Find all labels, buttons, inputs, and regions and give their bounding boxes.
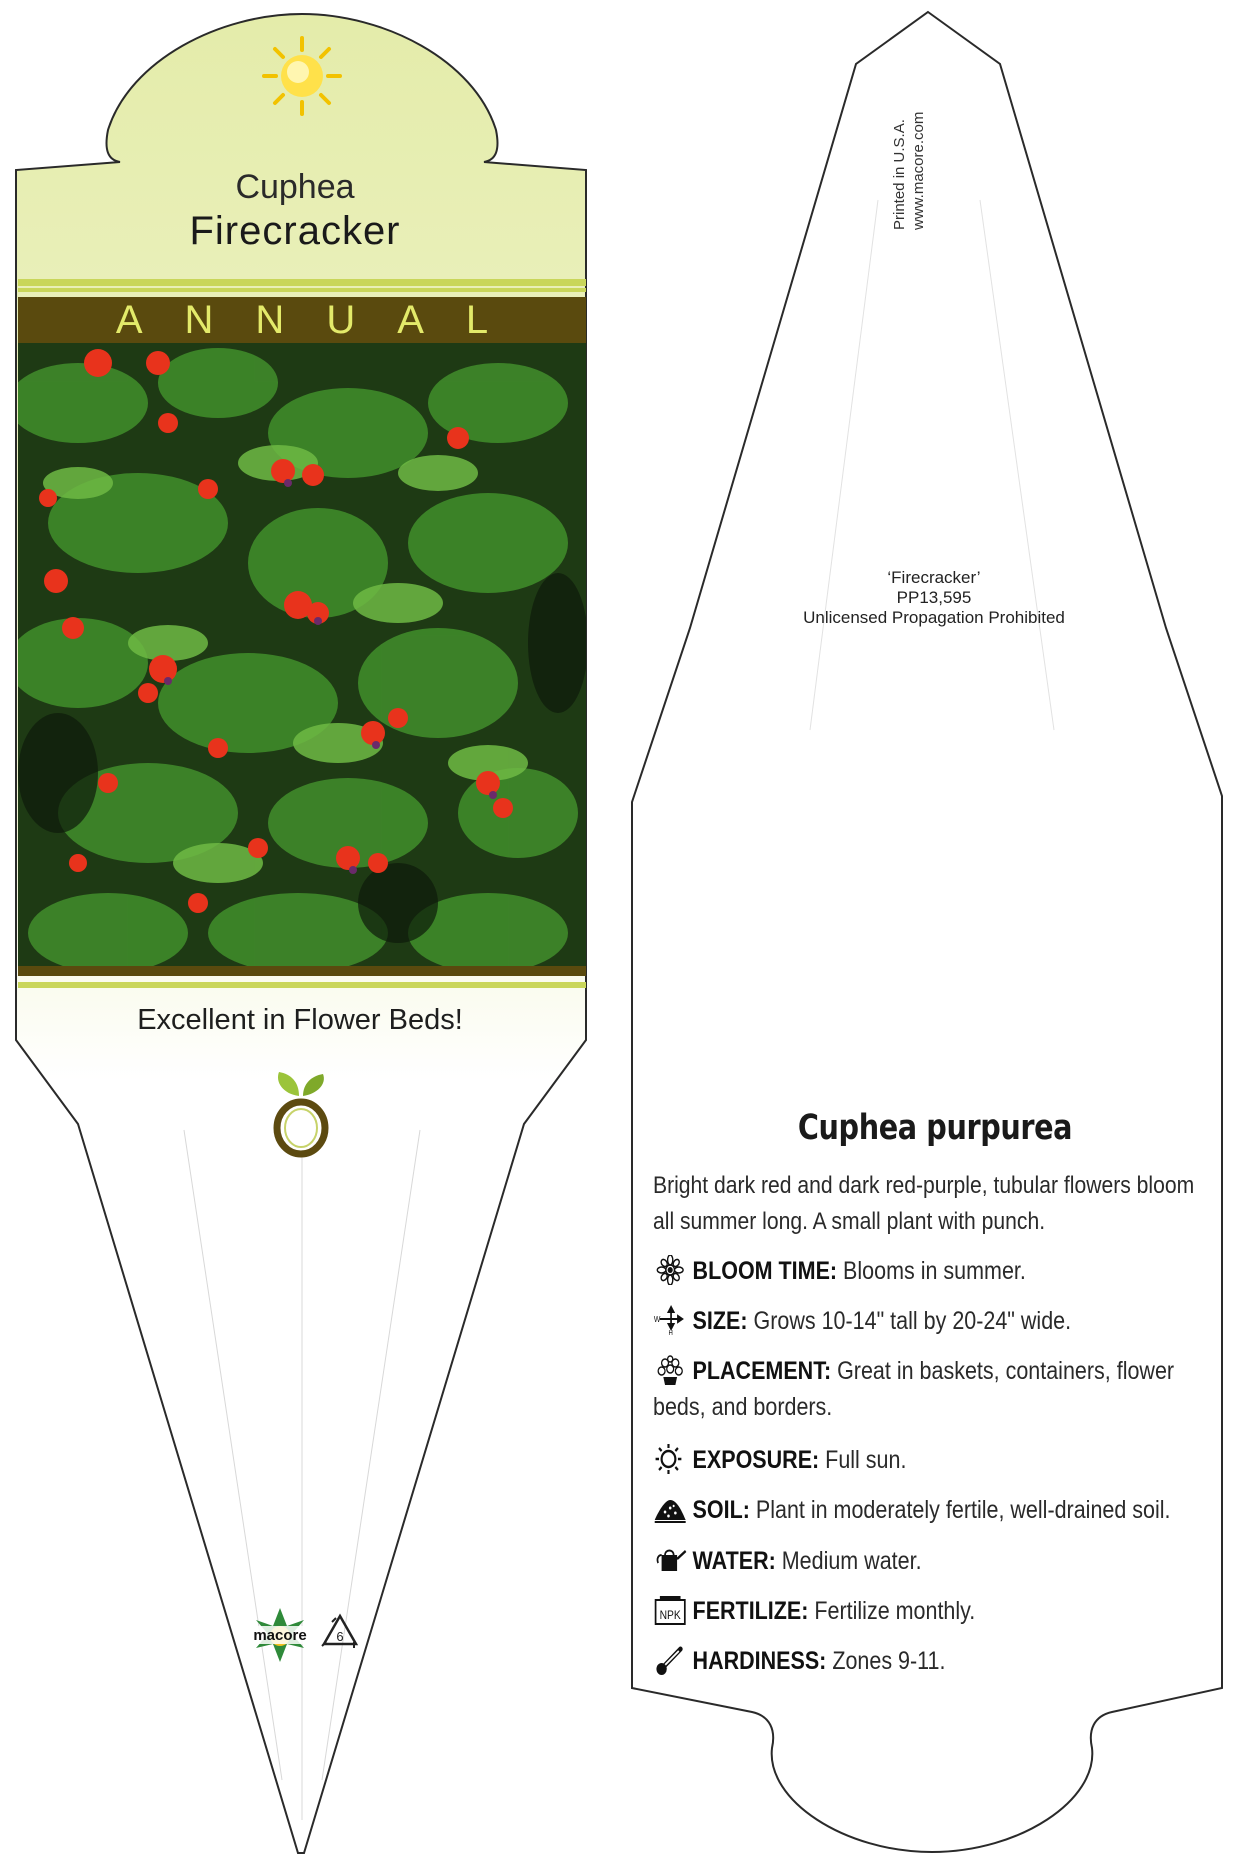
- size-value: Grows 10-14" tall by 20-24" wide.: [747, 1307, 1072, 1335]
- patent-number: PP13,595: [896, 588, 972, 607]
- water-value: Medium water.: [775, 1547, 922, 1575]
- exposure-label: EXPOSURE:: [692, 1446, 820, 1474]
- hardiness-value: Zones 9-11.: [826, 1647, 946, 1675]
- detail-bloom-time: [653, 1253, 1203, 1289]
- detail-water: [653, 1543, 1203, 1579]
- patent-warning: Unlicensed Propagation Prohibited: [803, 608, 1065, 627]
- category-banner: ANNUAL: [18, 297, 586, 343]
- npk-icon: [653, 1595, 687, 1625]
- species-name: Cuphea purpurea: [797, 1108, 1073, 1148]
- plant-photo: [18, 343, 586, 966]
- recycle-code-number: 6: [336, 1629, 344, 1644]
- detail-placement: [653, 1353, 1203, 1425]
- soil-value: Plant in moderately fertile, well-drained soil.: [749, 1496, 1171, 1524]
- seed-sprout-icon: [265, 1068, 337, 1158]
- flower-icon: [653, 1255, 687, 1285]
- exposure-value: Full sun.: [819, 1446, 907, 1474]
- water-label: WATER:: [692, 1547, 776, 1575]
- macore-logo: [244, 1606, 316, 1666]
- tagline: Excellent in Flower Beds!: [137, 1004, 463, 1036]
- patent-cultivar: ‘Firecracker’: [887, 568, 981, 587]
- detail-hardiness: [653, 1643, 1203, 1679]
- bloom-time-value: Blooms in summer.: [837, 1257, 1026, 1285]
- plant-cultivar-name: Firecracker: [189, 209, 401, 253]
- detail-fertilize: [653, 1593, 1203, 1629]
- placement-label: PLACEMENT:: [692, 1357, 832, 1385]
- plant-description: Bright dark red and dark red-purple, tubular flowers bloom all summer long. A small plant with punch.: [653, 1172, 1195, 1235]
- thermometer-icon: [653, 1645, 687, 1675]
- bloom-time-label: BLOOM TIME:: [692, 1257, 838, 1285]
- fertilize-value: Fertilize monthly.: [808, 1597, 976, 1625]
- recycle-code-icon: [320, 1612, 360, 1652]
- soil-icon: [653, 1494, 687, 1524]
- printed-in-usa: [890, 112, 928, 230]
- soil-label: SOIL:: [692, 1496, 750, 1524]
- placement-value: Great in baskets, containers, flower beds, and borders.: [653, 1357, 1175, 1421]
- hardiness-label: HARDINESS:: [692, 1647, 827, 1675]
- macore-logo-text: macore: [253, 1627, 307, 1644]
- detail-exposure: [653, 1442, 1203, 1478]
- svg-text:NPK: NPK: [659, 1609, 681, 1623]
- lime-divider-bottom: [18, 982, 586, 988]
- plant-genus: Cuphea: [235, 168, 355, 206]
- watering-can-icon: [653, 1545, 687, 1575]
- sun-icon: [262, 36, 342, 116]
- svg-text:H: H: [668, 1329, 673, 1335]
- detail-soil: [653, 1492, 1203, 1528]
- dark-divider-bottom: [18, 966, 586, 976]
- printed-line: Printed in U.S.A.: [891, 119, 908, 230]
- lime-divider-top: [18, 279, 586, 286]
- website-line: www.macore.com: [910, 111, 927, 230]
- size-arrows-icon: [653, 1305, 687, 1335]
- lime-divider-top-thin: [18, 288, 586, 292]
- patent-notice: [700, 568, 1168, 628]
- size-label: SIZE:: [692, 1307, 748, 1335]
- fertilize-label: FERTILIZE:: [692, 1597, 809, 1625]
- detail-size: [653, 1303, 1203, 1339]
- svg-text:W: W: [653, 1314, 661, 1325]
- placement-icon: [653, 1355, 687, 1385]
- exposure-sun-icon: [653, 1444, 687, 1474]
